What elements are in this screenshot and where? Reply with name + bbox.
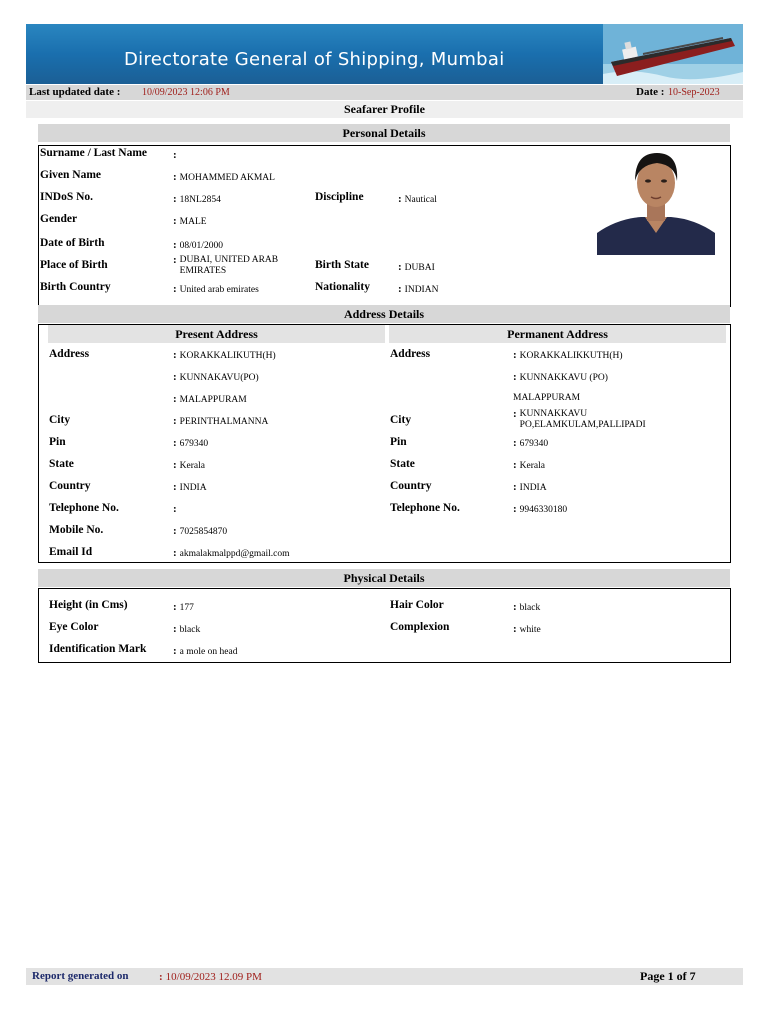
seafarer-photo [597,147,715,255]
date-value: 10-Sep-2023 [668,87,720,98]
physical-details-heading: Physical Details [38,569,730,587]
permanent-telephone-label: Telephone No. [390,502,460,514]
present-telephone-value: : [173,503,177,515]
gender-value: : MALE [173,215,207,227]
dob-label: Date of Birth [40,237,105,249]
permanent-state-label: State [390,458,415,470]
nationality-label: Nationality [315,281,370,293]
present-state-value: : Kerala [173,459,205,471]
present-pin-label: Pin [49,436,66,448]
footer-bar [26,968,743,985]
present-country-label: Country [49,480,91,492]
permanent-country-label: Country [390,480,432,492]
mobile-value: : 7025854870 [173,525,228,537]
last-updated-value: 10/09/2023 12:06 PM [142,87,230,98]
permanent-address-heading: Permanent Address [389,325,726,343]
present-address-line1: : KORAKKALIKUTH(H) [173,349,276,361]
surname-label: Surname / Last Name [40,147,148,159]
complexion-label: Complexion [390,621,450,633]
hair-color-value: : black [513,601,541,613]
present-address-line3: : MALAPPURAM [173,393,247,405]
permanent-telephone-value: : 9946330180 [513,503,568,515]
eye-color-label: Eye Color [49,621,99,633]
place-of-birth-label: Place of Birth [40,259,108,271]
permanent-state-value: : Kerala [513,459,545,471]
present-address-heading: Present Address [48,325,385,343]
birth-state-label: Birth State [315,259,369,271]
complexion-value: : white [513,623,541,635]
present-pin-value: : 679340 [173,437,209,449]
hair-color-label: Hair Color [390,599,444,611]
height-value: : 177 [173,601,194,613]
permanent-pin-label: Pin [390,436,407,448]
birth-state-value: : DUBAI [398,261,435,273]
present-country-value: : INDIA [173,481,207,493]
report-generated-value: : 10/09/2023 12.09 PM [159,971,262,983]
ship-icon [603,24,743,84]
present-city-value: : PERINTHALMANNA [173,415,269,427]
permanent-address-line3: MALAPPURAM [513,393,581,403]
email-value: : akmalakmalppd@gmail.com [173,547,290,559]
permanent-address-label: Address [390,348,431,360]
mobile-label: Mobile No. [49,524,104,536]
last-updated-label: Last updated date : [29,86,121,98]
date-label: Date : [636,86,665,98]
permanent-city-value: : KUNNAKKAVU PO,ELAMKULAM,PALLIPADI [513,408,646,430]
page-number: Page 1 of 7 [640,969,696,983]
permanent-city-label: City [390,414,412,426]
info-bar [26,85,743,100]
permanent-address-line1: : KORAKKALIKKUTH(H) [513,349,623,361]
height-label: Height (in Cms) [49,599,128,611]
address-details-box [38,324,731,563]
site-title: Directorate General of Shipping, Mumbai [124,49,505,70]
birth-country-value: : United arab emirates [173,283,259,295]
surname-value: : [173,149,177,161]
personal-details-heading: Personal Details [38,124,730,142]
permanent-address-line2: : KUNNAKKAVU (PO) [513,371,608,383]
place-of-birth-value: : DUBAI, UNITED ARAB EMIRATES [173,254,279,276]
present-address-line2: : KUNNAKAVU(PO) [173,371,259,383]
birth-country-label: Birth Country [40,281,111,293]
discipline-label: Discipline [315,191,364,203]
report-generated-label: Report generated on [32,970,129,982]
page-title: Seafarer Profile [26,101,743,118]
header-banner [26,24,743,84]
nationality-value: : INDIAN [398,283,439,295]
given-name-label: Given Name [40,169,102,181]
present-address-label: Address [49,348,90,360]
given-name-value: : MOHAMMED AKMAL [173,171,275,183]
identification-mark-label: Identification Mark [49,643,147,655]
present-telephone-label: Telephone No. [49,502,119,514]
indos-label: INDoS No. [40,191,94,203]
gender-label: Gender [40,213,78,225]
present-city-label: City [49,414,71,426]
identification-mark-value: : a mole on head [173,645,238,657]
permanent-country-value: : INDIA [513,481,547,493]
present-state-label: State [49,458,74,470]
discipline-value: : Nautical [398,193,437,205]
address-details-heading: Address Details [38,305,730,323]
eye-color-value: : black [173,623,201,635]
email-label: Email Id [49,546,93,558]
indos-value: : 18NL2854 [173,193,221,205]
dob-value: : 08/01/2000 [173,239,223,251]
permanent-pin-value: : 679340 [513,437,549,449]
